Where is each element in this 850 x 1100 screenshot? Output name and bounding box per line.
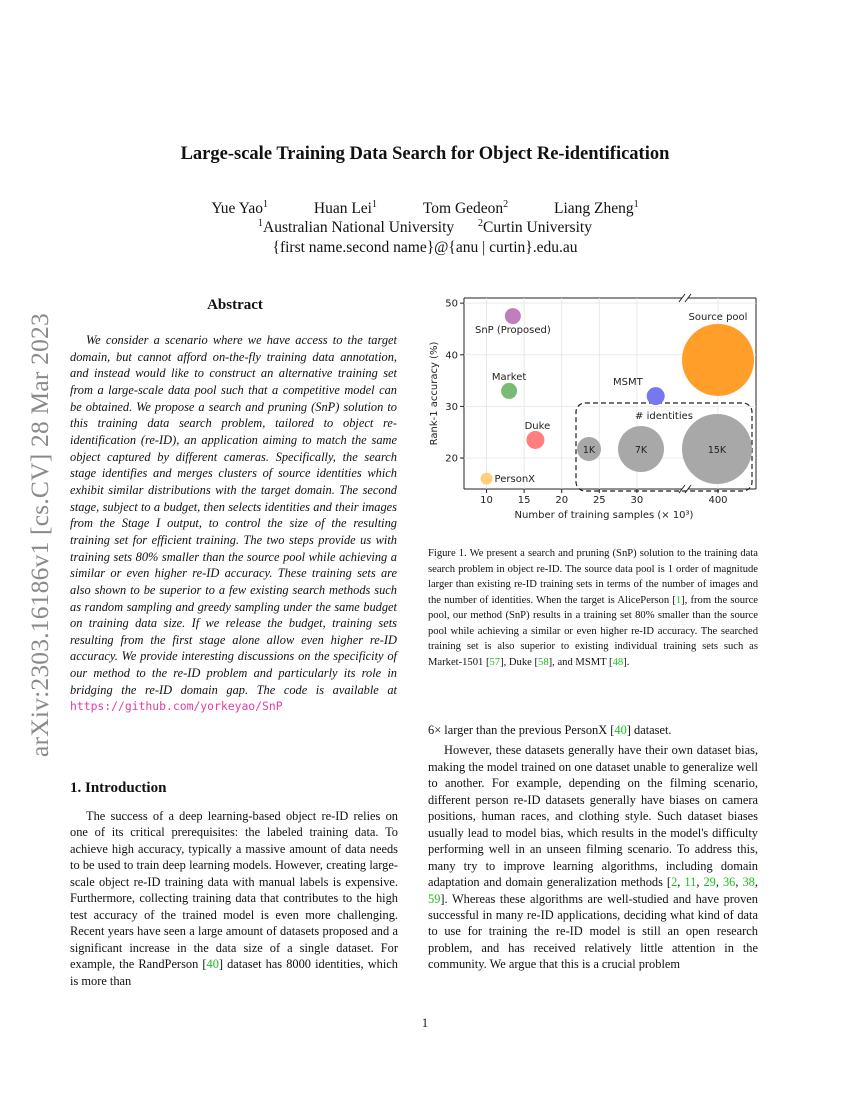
data-point-label: PersonX (494, 474, 536, 486)
x-tick-label: 20 (555, 495, 569, 506)
author-email: {first name.second name}@{anu | curtin}.edu.au (272, 239, 578, 256)
x-tick-label: 15 (517, 495, 531, 506)
y-axis-label: Rank-1 accuracy (%) (429, 341, 440, 446)
author: Huan Lei$^1$ (313, 199, 377, 217)
author: Tom Gedeon$^2$ (422, 199, 509, 217)
affiliation: $^1$Australian National University (258, 218, 455, 236)
x-tick-label: 25 (592, 495, 606, 506)
data-point (682, 324, 754, 396)
citation-link[interactable]: 58 (538, 656, 549, 668)
citation-link[interactable]: 57 (489, 656, 501, 668)
author-list (0, 200, 850, 218)
intro-heading: 1. Introduction (70, 780, 167, 796)
citation-link[interactable]: 29 (703, 875, 716, 890)
y-tick-label: 40 (445, 350, 458, 362)
paragraph: However, these datasets generally have their own dataset bias, making the model trained on one dataset unable to generalize well to another. For example, depending on the filming scenario, different person re-ID datasets generally have biases on camera positions, human races, and clothing style. Such dataset biases usually lead to model bias, which results in the model's difficulty performing well in an unseen filming scenario. To address this, many try to improve learning algorithms, including domain adaptation and domain generalization methods [2, 11, 29, 36, 38, 59]. Whereas these algorithms are well-studied and have proven successful in many re-ID applications, deciding what kind of data to use for training the re-ID model is still an open research problem, and has received relatively little attention in the community. We argue that this is a crucial problem (428, 743, 758, 972)
affiliation: $^2$Curtin University (478, 218, 592, 236)
citation-link[interactable]: 48 (612, 656, 624, 668)
identity-size-label: 7K (634, 445, 648, 456)
page-number: 1 (421, 1016, 429, 1030)
data-point-label: Market (491, 371, 527, 383)
affiliations (0, 219, 850, 237)
x-tick-label: 30 (630, 495, 644, 506)
data-point-label: SnP (Proposed) (474, 325, 551, 337)
arxiv-stamp (20, 290, 60, 780)
intro-body: The success of a deep learning-based object re-ID relies on one of its critical prerequisites: the labeled training data. To achieve high accuracy, typically a massive amount of data needs to be used to train deep learning models. However, creating large-scale object re-ID training data with manual labels is expensive. Furthermore, collecting training data that contributes to the high test accuracy of the trained model is even more challenging. Recent years have seen a large amount of datasets proposed and a significant increase in the data size of a single dataset. For example, the RandPerson [40] dataset has 8000 identities, which is more than (70, 809, 398, 988)
author: Liang Zheng$^1$ (554, 199, 639, 217)
y-tick-label: 20 (445, 453, 458, 465)
x-tick-label: 10 (480, 495, 493, 506)
citation-link[interactable]: 38 (742, 875, 755, 890)
identity-size-label: 15K (707, 445, 727, 456)
data-point (505, 308, 521, 324)
paragraph: 6× larger than the previous PersonX [40] dataset. (428, 723, 672, 737)
figure-1-chart (424, 290, 764, 526)
paper-title: Large-scale Training Data Search for Object Re-identification (180, 144, 670, 164)
arxiv-stamp-text: arXiv:2303.16186v1 [cs.CV] 28 Mar 2023 (25, 313, 54, 757)
citation-link[interactable]: 2 (671, 875, 678, 890)
data-point-label: MSMT (612, 377, 643, 389)
y-tick-label: 50 (445, 298, 458, 310)
data-point (501, 383, 517, 399)
citation-link[interactable]: 36 (722, 875, 736, 890)
citation-link[interactable]: 11 (684, 875, 697, 890)
data-point (647, 387, 665, 405)
citation-link[interactable]: 40 (614, 723, 627, 737)
x-tick-label: 400 (708, 495, 728, 506)
citation-link[interactable]: 40 (206, 957, 219, 972)
citation-link[interactable]: 59 (428, 891, 441, 906)
data-point (481, 473, 493, 485)
data-point-label: Source pool (688, 311, 748, 323)
data-point (526, 431, 544, 449)
right-column-text (428, 722, 758, 973)
citation-link[interactable]: 1 (675, 594, 682, 606)
identity-size-label: 1K (582, 445, 596, 456)
y-tick-label: 30 (445, 401, 458, 413)
author: Yue Yao$^1$ (211, 199, 269, 217)
data-point-label: Duke (524, 420, 551, 432)
identity-legend-title: # identities (635, 411, 693, 422)
x-axis-label: Number of training samples (× 10³) (514, 510, 694, 521)
abstract-heading: Abstract (207, 297, 263, 313)
figure-caption: Figure 1. We present a search and pruning (SnP) solution to the training data search problem in object re-ID. The source data pool is 1 order of magnitude larger than existing re-ID training sets in terms of the number of images and the number of identities. When the target is AlicePerson [1], from the source pool, our method (SnP) results in a training set 80% smaller than the source pool while achieving a similar or even higher re-ID accuracy. The searched training set is also superior to existing individual training sets such as Market-1501 [57], Duke [58], and MSMT [48]. (428, 548, 758, 668)
abstract-body: We consider a scenario where we have access to the target domain, but cannot afford on-the-fly training data annotation, and instead would like to construct an alternative training set from a large-scale data pool such that a competitive model can be obtained. We propose a search and pruning (SnP) solution to this training data search problem, tailored to object re-identification (re-ID), an application aiming to match the same object captured by different cameras. Specifically, the search stage identifies and merges clusters of source identities which exhibit similar distributions with the target domain. The second stage, subject to a budget, then selects identities and their images from the Stage I output, to control the size of the resulting training set for efficient training. The two steps provide us with training sets 80% smaller than the source pool while achieving a similar or even higher re-ID accuracy. These training sets are also shown to be superior to a few existing search methods such as random sampling and greedy sampling under the same budget on training data size. If we release the budget, training sets resulting from the first stage alone allow even higher re-ID accuracy. We provide interesting discussions on the specificity of our method to the re-ID problem and particularly its role in bridging the re-ID domain gap. The code is available at https://github.com/yorkeyao/SnP (70, 333, 397, 714)
code-link[interactable]: https://github.com/yorkeyao/SnP (70, 699, 283, 714)
